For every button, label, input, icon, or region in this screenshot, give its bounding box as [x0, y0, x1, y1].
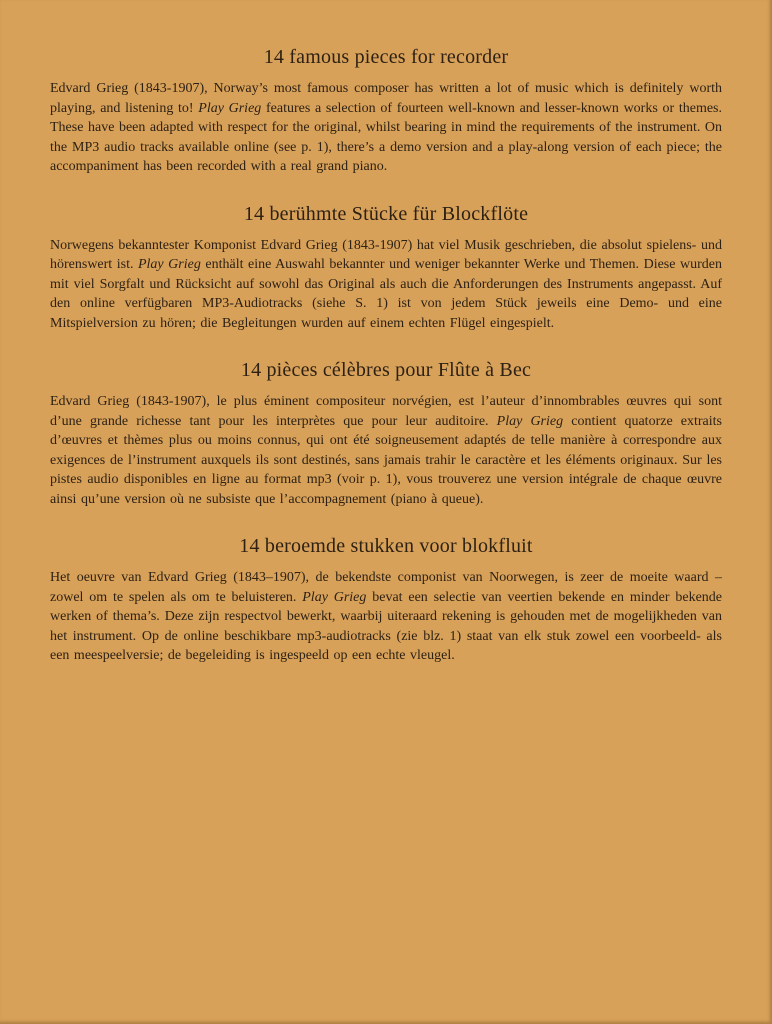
work-title-italic: Play Grieg	[198, 100, 262, 116]
section-title-english: 14 famous pieces for recorder	[263, 46, 509, 68]
section-english	[50, 44, 722, 177]
section-french	[50, 357, 722, 509]
section-body-dutch	[50, 568, 722, 666]
section-title-french: 14 pièces célèbres pour Flûte à Bec	[240, 359, 532, 381]
body-text-before: Norwegens bekanntester Komponist Edvard Grieg (1843-1907) hat viel Musik geschrieben, die absolut spielens- und hörenswert ist.	[50, 237, 722, 272]
body-text-after: features a selection of fourteen well-known and lesser-known works or themes. These have been adapted with respect for the original, whilst bearing in mind the requirements of the instrument. On the MP3 audio tracks available online (see p. 1), there’s a demo version and a play-along version of each piece; the accompaniment has been recorded with a real grand piano.	[50, 100, 722, 174]
section-body-german	[50, 236, 722, 334]
section-body-english	[50, 79, 722, 177]
section-dutch	[50, 533, 722, 666]
section-body-french	[50, 392, 722, 509]
section-title-german: 14 berühmte Stücke für Blockflöte	[243, 202, 529, 225]
work-title-italic: Play Grieg	[496, 413, 564, 429]
body-text-after: bevat een selectie van veertien bekende en minder bekende werken of thema’s. Deze zijn respectvol bewerkt, waarbij uiteraard rekening is gehouden met de mogelijkheden van het instrument. Op de online beschikbare mp3-audiotracks (zie blz. 1) staat van elk stuk zowel een voorbeeld- als een meespeelversie; de begeleiding is ingespeeld op een echte vleugel.	[50, 589, 722, 663]
body-text-before: Edvard Grieg (1843-1907), Norway’s most famous composer has written a lot of music which is definitely worth playing, and listening to!	[50, 81, 722, 116]
body-text-after: enthält eine Auswahl bekannter und weniger bekannter Werke und Themen. Diese wurden mit viel Sorgfalt und Rücksicht auf sowohl das Original als auch die Anforderungen des Instruments angepasst. Auf den online verfügbaren MP3-Audiotracks (siehe S. 1) ist von jedem Stück jeweils eine Demo- und eine Mitspielversion zu hören; die Begleitungen wurden auf einem echten Flügel eingespielt.	[50, 257, 722, 331]
body-text-before: Het oeuvre van Edvard Grieg (1843–1907), de bekendste componist van Noorwegen, is zeer de moeite waard – zowel om te spelen als om te beluisteren.	[50, 570, 722, 605]
body-text-before: Edvard Grieg (1843-1907), le plus éminent compositeur norvégien, est l’auteur d’innombrables œuvres qui sont d’une grande richesse tant pour les interprètes que pour leur auditoire.	[50, 394, 722, 429]
body-text-after: contient quatorze extraits d’œuvres et thèmes plus ou moins connus, qui ont été soigneusement adaptés de telle manière à correspondre aux exigences de l’instrument auxquels ils sont destinés, sans jamais trahir le caractère et les éléments originaux. Sur les pistes audio disponibles en ligne au format mp3 (voir p. 1), vous trouverez une version intégrale de chaque œuvre ainsi qu’une version où ne subsiste que l’accompagnement (piano à queue).	[50, 413, 722, 507]
section-german	[50, 201, 722, 334]
work-title-italic: Play Grieg	[137, 257, 201, 272]
section-title-dutch: 14 beroemde stukken voor blokfluit	[239, 535, 533, 557]
work-title-italic: Play Grieg	[302, 589, 367, 605]
